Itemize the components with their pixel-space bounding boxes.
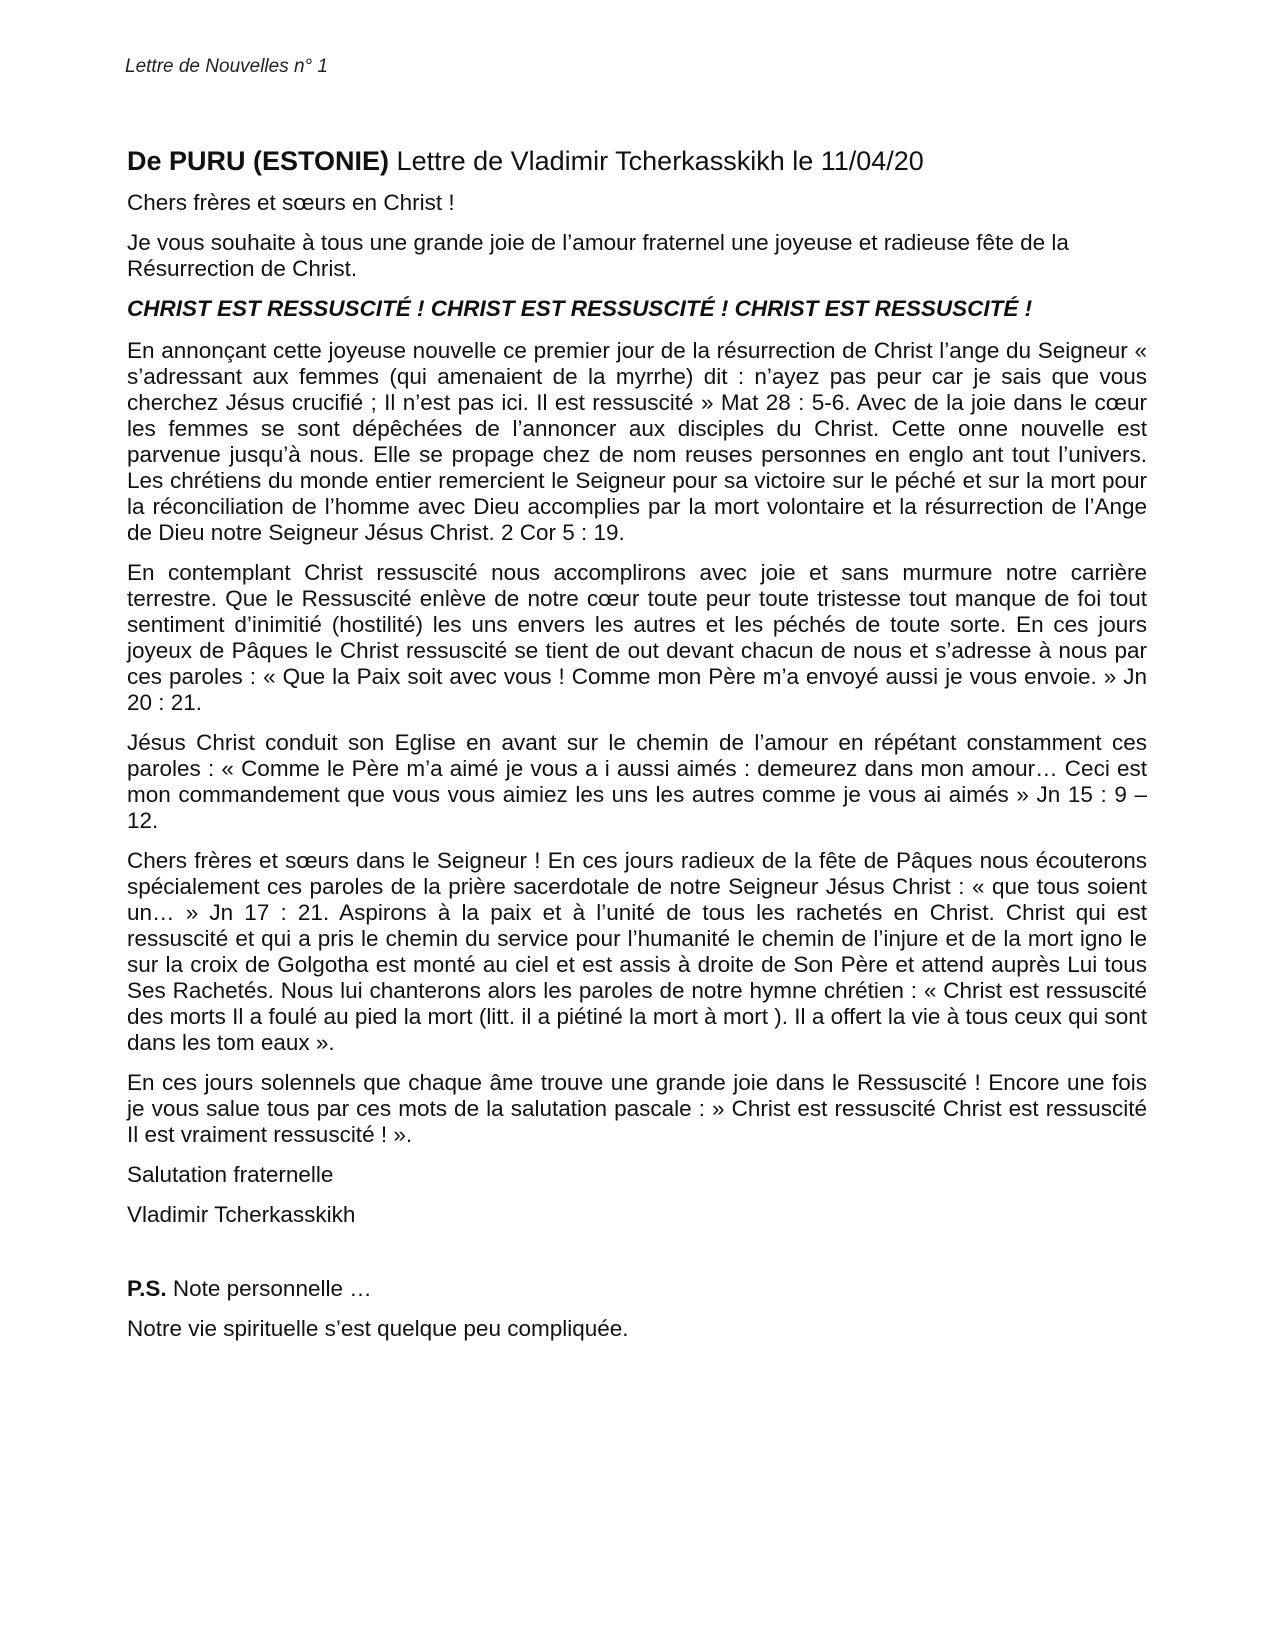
postscript-title: Note personnelle …	[166, 1276, 372, 1301]
paragraph-contemplation: En contemplant Christ ressuscité nous accomplirons avec joie et sans murmure notre carrière terrestre. Que le Ressuscité enlève de notre cœur toute peur toute tristesse tout manque de foi tout sentiment d’inimitié (hostilité) les uns envers les autres et les péchés de toute sorte. En ces jours joyeux de Pâques le Christ ressuscité se tient de out devant chacun de nous et s’adresse à nous par ces paroles : « Que la Paix soit avec vous ! Comme mon Père m’a envoyé aussi je vous envoie. » Jn 20 : 21.	[127, 560, 1147, 715]
easter-proclamation: CHRIST EST RESSUSCITÉ ! CHRIST EST RESSUSCITÉ ! CHRIST EST RESSUSCITÉ !	[127, 296, 1033, 321]
paragraph-unity-prayer: Chers frères et sœurs dans le Seigneur ! En ces jours radieux de la fête de Pâques nous écouterons spécialement ces paroles de la prière sacerdotale de notre Seigneur Jésus Christ : « que tous soient un… » Jn 17 : 21. Aspirons à la paix et à l’unité de tous les rachetés en Christ. Christ qui est ressuscité et qui a pris le chemin du service pour l’humanité le chemin de l’injure et de la mort igno le sur la croix de Golgotha est monté au ciel et est assis à droite de Son Père et attend auprès Lui tous Ses Rachetés. Nous lui chanterons alors les paroles de notre hymne chrétien : « Christ est ressuscité des morts Il a foulé au pied la mort (litt. il a piétiné la mort à mort ). Il a offert la vie à tous ceux qui sont dans les tom eaux ».	[127, 848, 1147, 1055]
letter-body	[127, 144, 1147, 1356]
postscript-label: P.S.	[127, 1276, 167, 1301]
closing-greeting: Salutation fraternelle	[127, 1162, 334, 1187]
title-location: De PURU (ESTONIE)	[127, 146, 390, 176]
newsletter-header: Lettre de Nouvelles n° 1	[125, 56, 328, 77]
postscript-body: Notre vie spirituelle s’est quelque peu compliquée.	[127, 1316, 629, 1341]
paragraph-love-commandment: Jésus Christ conduit son Eglise en avant sur le chemin de l’amour en répétant constamment ces paroles : « Comme le Père m’a aimé je vous a i aussi aimés : demeurez dans mon amour… Ceci est mon commandement que vous vous aimiez les uns les autres comme je vous ai aimés » Jn 15 : 9 – 12.	[127, 730, 1147, 833]
letter-title	[127, 144, 1147, 178]
spacer	[127, 1242, 1147, 1276]
postscript-heading	[127, 1276, 1147, 1302]
title-author-date: Lettre de Vladimir Tcherkasskikh le 11/04/20	[389, 146, 924, 176]
signature: Vladimir Tcherkasskikh	[127, 1202, 356, 1227]
paragraph-resurrection-news: En annonçant cette joyeuse nouvelle ce premier jour de la résurrection de Christ l’ange du Seigneur « s’adressant aux femmes (qui amenaient de la myrrhe) dit : n’ayez pas peur car je sais que vous cherchez Jésus crucifié ; Il n’est pas ici. Il est ressuscité » Mat 28 : 5-6. Avec de la joie dans le cœur les femmes se sont dépêchées de l’annoncer aux disciples du Christ. Cette onne nouvelle est parvenue jusqu’à nous. Elle se propage chez de nom reuses personnes en englo ant tout l’univers. Les chrétiens du monde entier remercient le Seigneur pour sa victoire sur le péché et sur la mort pour la réconciliation de l’homme avec Dieu accomplies par la mort volontaire et la résurrection de l’Ange de Dieu notre Seigneur Jésus Christ. 2 Cor 5 : 19.	[127, 338, 1147, 545]
paragraph-paschal-greeting: En ces jours solennels que chaque âme trouve une grande joie dans le Ressuscité ! Encore une fois je vous salue tous par ces mots de la salutation pascale : » Christ est ressuscité Christ est ressuscité Il est vraiment ressuscité ! ».	[127, 1070, 1147, 1147]
easter-wish: Je vous souhaite à tous une grande joie de l’amour fraternel une joyeuse et radieuse fête de la Résurrection de Christ.	[127, 230, 1069, 281]
salutation: Chers frères et sœurs en Christ !	[127, 190, 455, 215]
